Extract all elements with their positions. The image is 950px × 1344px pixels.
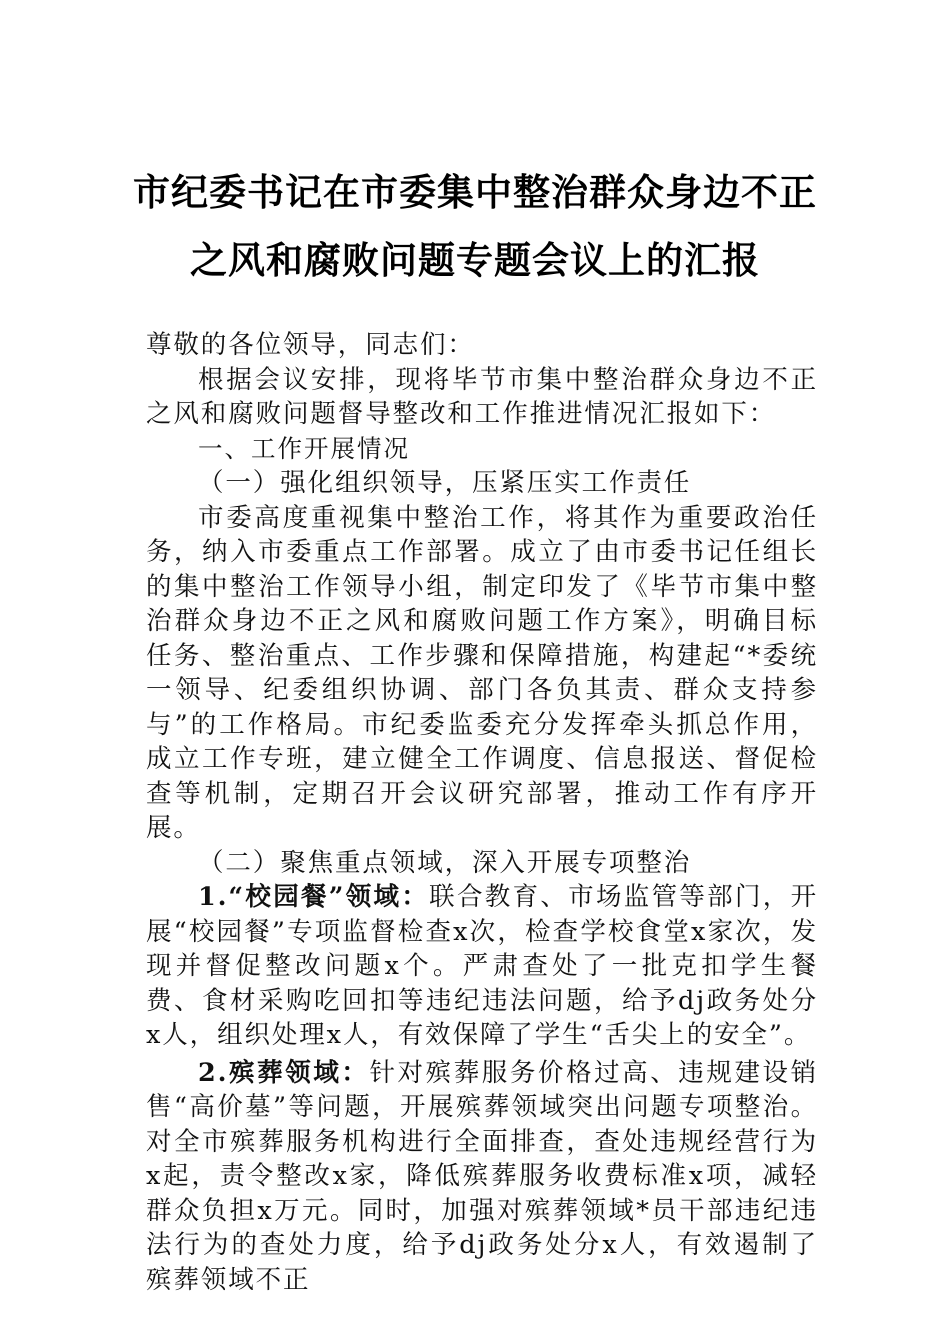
subsection-heading-1: （一）强化组织领导，压紧压实工作责任 <box>198 468 692 498</box>
item-2-paragraph <box>146 1056 818 1298</box>
document-body <box>146 328 818 1297</box>
item-2-text: 针对殡葬服务价格过高、违规建设销售“高价墓”等问题，开展殡葬领域突出问题专项整治。对全市殡葬服务机构进行全面排查，查处违规经营行为x起，责令整改x家，降低殡葬服务收费标准x项，减轻群众负担x万元。同时，加强对殡葬领域*员干部违纪违法行为的查处力度，给予dj政务处分x人，有效遏制了殡葬领域不正 <box>146 1057 819 1295</box>
salutation: 尊敬的各位领导，同志们： <box>146 330 475 360</box>
document-title-line-1: 市纪委书记在市委集中整治群众身边不正 <box>133 171 817 214</box>
subsection-heading-2: （二）聚焦重点领域，深入开展专项整治 <box>198 847 692 878</box>
item-1-text: 联合教育、市场监管等部门，开展“校园餐”专项监督检查x次，检查学校食堂x家次，发现并督促整改问题x个。严肃查处了一批克扣学生餐费、食材采购吃回扣等违纪违法问题，给予dj政务处分x人，组织处理x人，有效保障了学生“舌尖上的安全”。 <box>146 882 818 1050</box>
subsection-1-paragraph: 市委高度重视集中整治工作，将其作为重要政治任务，纳入市委重点工作部署。成立了由市委书记任组长的集中整治工作领导小组，制定印发了《毕节市集中整治群众身边不正之风和腐败问题工作方案》，明确目标任务、整治重点、工作步骤和保障措施，构建起“*委统一领导、纪委组织协调、部门各负其责、群众支持参与”的工作格局。市纪委监委充分发挥牵头抓总作用，成立工作专班，建立健全工作调度、信息报送、督促检查等机制，定期召开会议研究部署，推动工作有序开展。 <box>146 502 818 843</box>
intro-paragraph: 根据会议安排，现将毕节市集中整治群众身边不正之风和腐败问题督导整改和工作推进情况汇报如下： <box>146 364 818 429</box>
item-1-paragraph <box>146 880 818 1053</box>
document-title-line-2: 之风和腐败问题专题会议上的汇报 <box>190 239 760 282</box>
section-heading-1: 一、工作开展情况 <box>198 433 410 463</box>
item-1-lead: 1.“校园餐”领域： <box>198 882 430 912</box>
item-2-lead: 2.殡葬领域： <box>198 1057 370 1088</box>
